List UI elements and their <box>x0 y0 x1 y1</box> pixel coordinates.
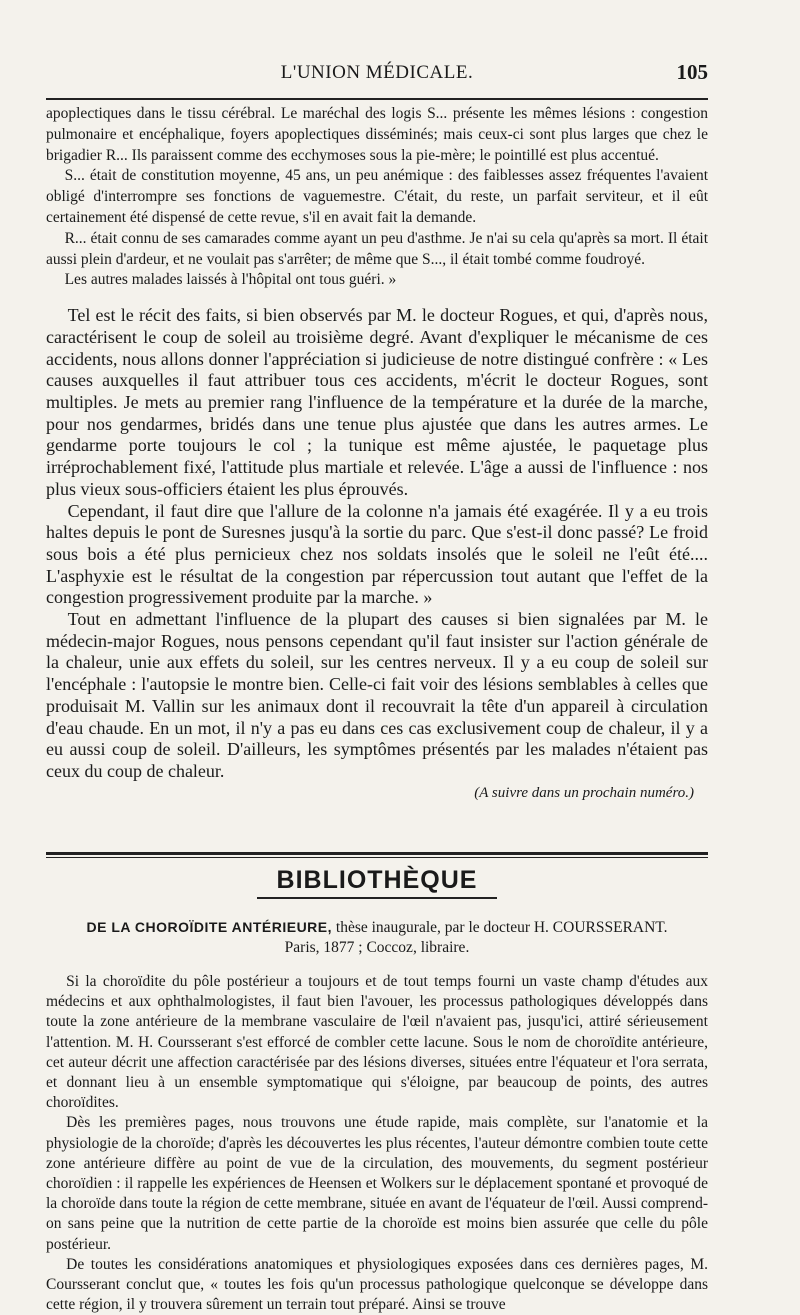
review-paragraph: Si la choroïdite du pôle postérieur a toujours et de tout temps fourni un vaste champ d'études aux médecins et aux ophthalmologistes, il faut bien l'avouer, les processus pathologiques développés dans toute la zone antérieure de la membrane vasculaire de l'œil n'avaient pas, jusqu'ici, attiré sérieusement l'attention. M. H. Coursserant s'est efforcé de combler cette lacune. Sous le nom de choroïdite antérieure, cet auteur décrit une affection caractérisée par des lésions diverses, situées entre l'équateur et l'ora serrata, et donnant lieu à un ensemble symptomatique qui s'éloigne, par beaucoup de points, des autres choroïdites. <box>46 973 708 1112</box>
header-rule <box>46 98 708 100</box>
book-review <box>46 917 708 1315</box>
paragraph-gap <box>46 291 708 305</box>
running-title: L'UNION MÉDICALE. <box>280 62 474 83</box>
review-book-details: thèse inaugurale, par le docteur H. COURSSERANT. <box>332 919 668 936</box>
continuation-note: (A suivre dans un prochain numéro.) <box>474 784 694 801</box>
article-continuation <box>46 104 708 802</box>
review-paragraph: De toutes les considérations anatomiques et physiologiques exposées dans ces dernières pages, M. Coursserant conclut que, « toutes les fois qu'un processus pathologique quelconque se développe dans cette région, il y trouvera sûrement un terrain tout préparé. Ainsi se trouve <box>46 1255 708 1314</box>
title-underline <box>257 897 497 899</box>
page-header <box>46 58 708 92</box>
review-publisher: Paris, 1877 ; Coccoz, libraire. <box>284 939 470 956</box>
article-paragraph: apoplectiques dans le tissu cérébral. Le maréchal des logis S... présente les mêmes lésions : congestion pulmonaire et encéphalique, foyers apoplectiques disséminés; mais ceux-ci sont plus larges que chez le brigadier R... Ils paraissent comme des ecchymoses sous la pie-mère; le pointillé est plus accentué. <box>46 105 708 164</box>
page-number: 105 <box>676 60 708 84</box>
section-title: BIBLIOTHÈQUE <box>276 866 478 894</box>
review-paragraph: Dès les premières pages, nous trouvons une étude rapide, mais complète, sur l'anatomie et la physiologie de la choroïde; d'après les découvertes les plus récentes, l'auteur démontre combien toute cette zone antérieure diffère au point de vue de la circulation, des mouvements, du segment postérieur choroïdien : il rappelle les expériences de Heensen et Wolkers sur le déplacement spontané et provoqué de la choroïde dans toute la région de cette membrane, située en avant de l'équateur de l'œil. Aussi comprend-on sans peine que la nutrition de cette partie de la choroïde est moins bien assurée que celle du pôle postérieur. <box>46 1114 708 1253</box>
article-paragraph: Les autres malades laissés à l'hôpital ont tous guéri. » <box>64 271 397 289</box>
review-body <box>46 972 708 1315</box>
section-divider <box>46 852 708 858</box>
article-paragraph: Tel est le récit des faits, si bien observés par M. le docteur Rogues, et qui, d'après nous, caractérisent le coup de soleil au troisième degré. Avant d'expliquer le mécanisme de ces accidents, nous allons donner l'appréciation si judicieuse de notre distingué confrère : « Les causes auxquelles il faut attribuer tous ces accidents, m'écrit le docteur Rogues, sont multiples. Je mets au premier rang l'influence de la température et la durée de la marche, pour nos gendarmes, bridés dans une tenue plus ajustée que dans les autres armes. Le gendarme porte toujours le col ; la tunique est même ajustée, le paquetage plus irréprochablement fixé, l'attitude plus martiale et relevée. L'âge a aussi de l'influence : nos plus vieux sous-officiers étaient les plus éprouvés. <box>46 305 708 499</box>
article-paragraph: S... était de constitution moyenne, 45 ans, un peu anémique : des faiblesses assez fréquentes l'avaient obligé d'interrompre ses fonctions de vaguemestre. C'était, du reste, un parfait serviteur, et il eût certainement été dispensé de cette revue, s'il en avait fait la demande. <box>46 167 708 226</box>
article-paragraph: R... était connu de ses camarades comme ayant un peu d'asthme. Je n'ai su cela qu'après sa mort. Il était aussi plein d'ardeur, et ne voulait pas s'arrêter; de même que S..., il était tombé comme foudroyé. <box>46 229 708 268</box>
article-paragraph: Tout en admettant l'influence de la plupart des causes si bien signalées par M. le médecin-major Rogues, nous pensons cependant qu'il faut insister sur l'action générale de la chaleur, unie aux effets du soleil, sur les centres nerveux. Il y a eu coup de soleil sur l'encéphale : l'autopsie le montre bien. Celle-ci fait voir des lésions semblables à celles que produisait M. Vallin sur les animaux dont il recouvrait la tête d'un appareil à circulation d'eau chaude. En un mot, il n'y a pas eu dans ces cas exclusivement coup de chaleur, il y a eu aussi coup de soleil. D'ailleurs, les symptômes présentés par les malades n'étaient pas ceux du coup de chaleur. <box>46 609 708 781</box>
article-paragraph: Cependant, il faut dire que l'allure de la colonne n'a jamais été exagérée. Il y a eu trois haltes depuis le pont de Suresnes jusqu'à la sortie du parc. Que s'est-il donc passé? Le froid sous bois a été plus pernicieux chez nos soldats insolés que le soleil ne l'eût été.... L'asphyxie est le résultat de la congestion par répercussion tout autant que l'effet de la congestion progressivement produite par la marche. » <box>46 500 708 608</box>
review-book-title: DE LA CHOROÏDITE ANTÉRIEURE, <box>86 919 333 935</box>
review-heading <box>46 917 708 938</box>
section-header <box>46 852 708 899</box>
